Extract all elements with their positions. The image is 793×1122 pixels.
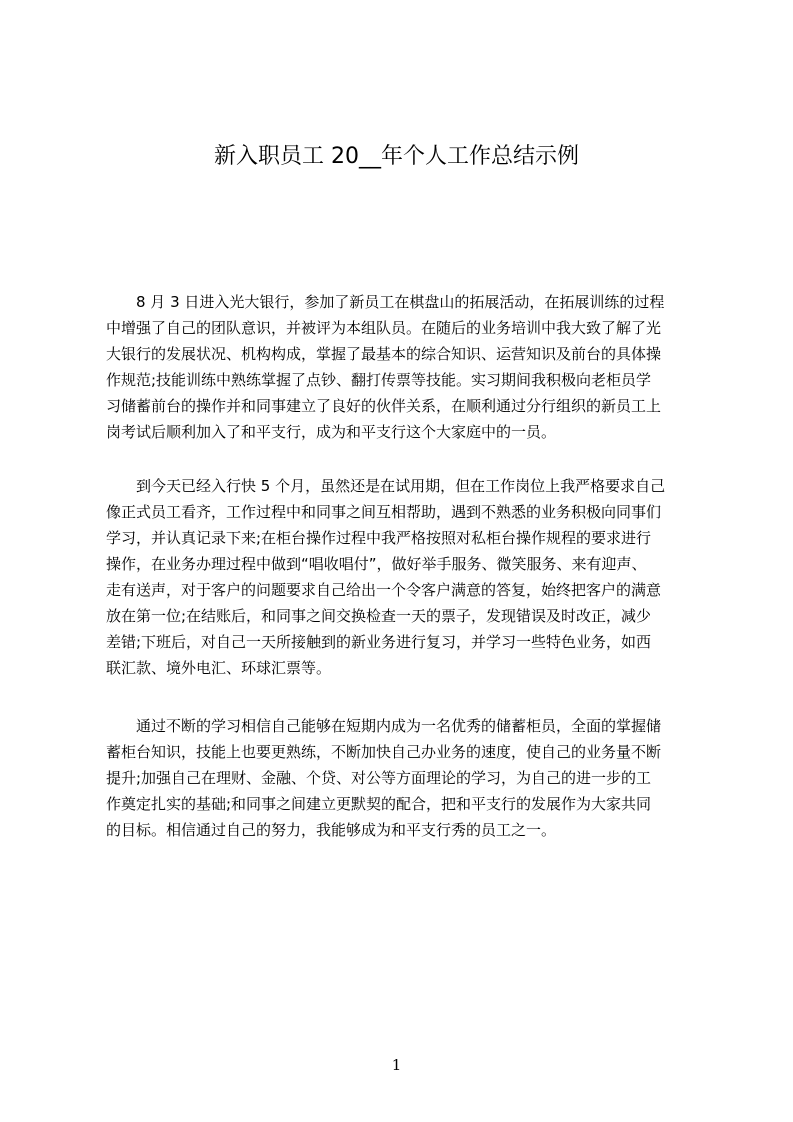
paragraph-1-line-4: 作规范;技能训练中熟练掌握了点钞、翻打传票等技能。实习期间我积极向老柜员学 [106,371,652,389]
paragraph-2-line-2: 像正式员工看齐，工作过程中和同事之间互相帮助，遇到不熟悉的业务积极向同事们 [106,503,662,521]
paragraph-2-line-1: 到今天已经入行快 5 个月，虽然还是在试用期，但在工作岗位上我严格要求自己 [106,477,666,495]
paragraph-1-line-1: 8 月 3 日进入光大银行，参加了新员工在棋盘山的拓展活动，在拓展训练的过程 [106,293,665,311]
paragraph-3-line-3: 提升;加强自己在理财、金融、个贷、对公等方面理论的学习，为自己的进一步的工 [106,769,652,787]
document-title: 新入职员工 20__年个人工作总结示例 [214,144,579,169]
page-number: 1 [391,1056,402,1074]
paragraph-2-line-5: 走有送声，对于客户的问题要求自己给出一个令客户满意的答复，始终把客户的满意 [106,581,662,599]
paragraph-1-line-2: 中增强了自己的团队意识，并被评为本组队员。在随后的业务培训中我大致了解了光 [106,319,662,337]
paragraph-1-line-3: 大银行的发展状况、机构构成，掌握了最基本的综合知识、运营知识及前台的具体操 [106,345,662,363]
paragraph-3-line-5: 的目标。相信通过自己的努力，我能够成为和平支行秀的员工之一。 [106,821,557,839]
paragraph-1-line-6: 岗考试后顺利加入了和平支行，成为和平支行这个大家庭中的一员。 [106,423,557,441]
paragraph-3-line-4: 作奠定扎实的基础;和同事之间建立更默契的配合，把和平支行的发展作为大家共同 [106,795,652,813]
paragraph-2-line-4: 操作，在业务办理过程中做到“唱收唱付”，做好举手服务、微笑服务、来有迎声、 [106,555,647,573]
paragraph-2-line-8: 联汇款、境外电汇、环球汇票等。 [106,659,332,677]
paragraph-1-line-5: 习储蓄前台的操作并和同事建立了良好的伙伴关系，在顺利通过分行组织的新员工上 [106,397,662,415]
paragraph-3-line-2: 蓄柜台知识，技能上也要更熟练，不断加快自己办业务的速度，使自己的业务量不断 [106,743,662,761]
paragraph-3-line-1: 通过不断的学习相信自己能够在短期内成为一名优秀的储蓄柜员，全面的掌握储 [106,717,662,735]
paragraph-2-line-3: 学习，并认真记录下来;在柜台操作过程中我严格按照对私柜台操作规程的要求进行 [106,529,652,547]
paragraph-2-line-7: 差错;下班后，对自己一天所接触到的新业务进行复习，并学习一些特色业务，如西 [106,633,652,651]
paragraph-2-line-6: 放在第一位;在结账后，和同事之间交换检查一天的票子，发现错误及时改正，减少 [106,607,652,625]
